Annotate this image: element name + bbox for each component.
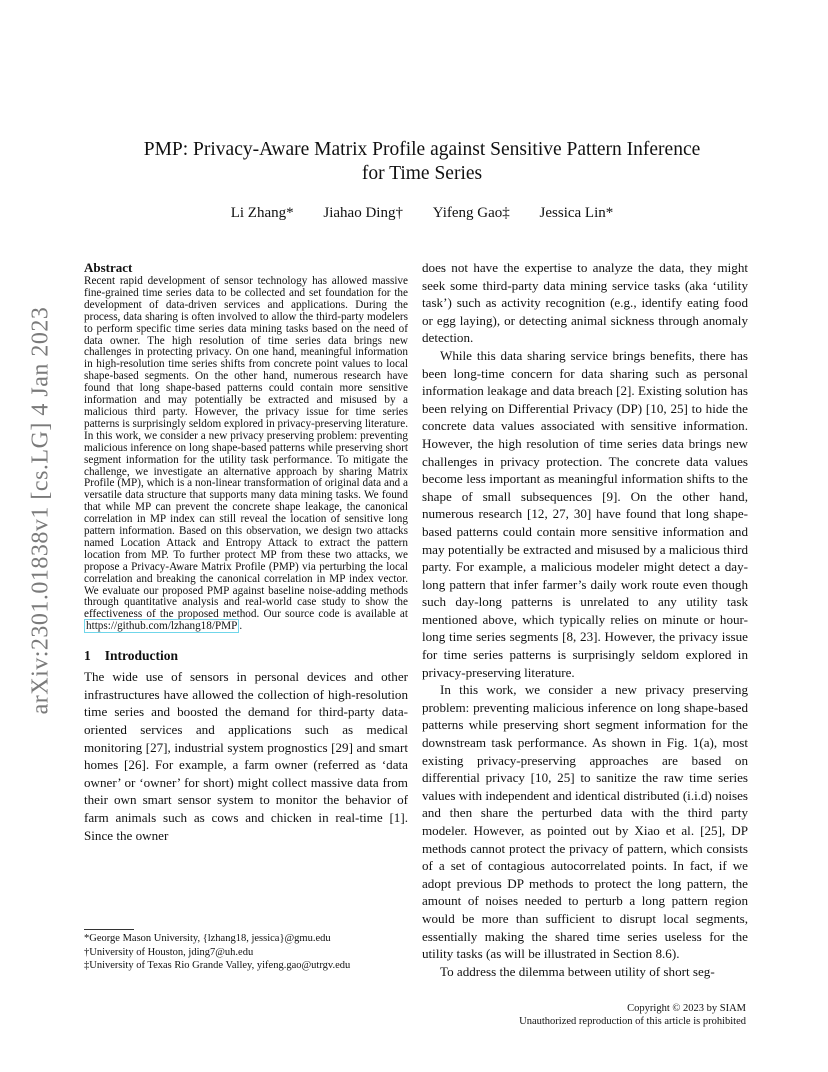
author-name: Jiahao Ding† bbox=[323, 205, 403, 221]
footnote: *George Mason University, {lzhang18, jessica}@gmu.edu bbox=[84, 933, 331, 944]
title-line-2: for Time Series bbox=[361, 163, 483, 184]
title-line-1: PMP: Privacy-Aware Matrix Profile against Sensitive Pattern Inference bbox=[143, 139, 701, 160]
copyright-line: Copyright © 2023 by SIAM bbox=[627, 1003, 746, 1014]
paper-title bbox=[84, 138, 760, 186]
intro-paragraph-3: While this data sharing service brings benefits, there has been long-time concern for data sharing such as personal information leakage and data breach [2]. Existing solution has been relying on Differential Privacy (DP) [10, 25] to hide the concrete data values associated with sensitive information. However, the high resolution of time series data brings new challenges in privacy protection. The concrete data values become less important as meaningful information shifts to the shape of small subsequences [9]. On the other hand, numerous research [12, 27, 30] have found that long shape-based patterns could contain more sensitive information and may potentially be extracted and misused by a malicious third party. For example, a malicious modeler might detect a day-long pattern that infer farmer’s daily work route even though such day-long patterns is unrelated to any utility task mentioned above, which typically relies on minute or hour-long time series segments [8, 23]. However, the privacy issue for time series patterns is surprisingly seldom explored in privacy-preserving literature. bbox=[422, 347, 748, 680]
reproduction-notice: Unauthorized reproduction of this article is prohibited bbox=[519, 1016, 746, 1027]
footnote: †University of Houston, jding7@uh.edu bbox=[84, 946, 254, 958]
author-name: Jessica Lin* bbox=[539, 205, 614, 221]
author-name: Yifeng Gao‡ bbox=[432, 205, 510, 221]
abstract-heading: Abstract bbox=[84, 260, 133, 275]
intro-paragraph-4: In this work, we consider a new privacy preserving problem: preventing malicious inference on long shape-based patterns while preserving short segment information for the downstream task performance. As shown in Fig. 1(a), most existing privacy-preserving approaches are based on differential privacy [10, 25] to sanitize the raw time series values with independent and identical distributed (i.i.d) noises and then share the perturbed data with the third party modeler. However, as pointed out by Xiao et al. [25], DP methods cannot protect the privacy of pattern, which consists of a set of contagious autocorrelated points. In fact, if we adopt previous DP methods to protect the long pattern, the amount of noises needed to perturb a long pattern region would be more than sufficient to disrupt local segments, essentially making the shared time series useless for the utility tasks (as will be illustrated in Section 8.6). bbox=[422, 682, 748, 962]
footnote: ‡University of Texas Rio Grande Valley, yifeng.gao@utrgv.edu bbox=[84, 960, 351, 971]
abstract-section bbox=[84, 259, 408, 633]
arxiv-identifier-stamp bbox=[21, 300, 61, 720]
footnotes bbox=[84, 929, 414, 973]
left-column bbox=[84, 259, 408, 844]
section-title: Introduction bbox=[104, 648, 179, 664]
abstract-body: Recent rapid development of sensor technology has allowed massive fine-grained time series data to be collected and set foundation for the development of data-driven services and applications. During the process, data sharing is often involved to allow the third-party modelers to perform specific time series data mining tasks based on the need of data owner. The high resolution of time series data brings new challenges in protecting privacy. On one hand, meaningful information in high-resolution time series shifts from concrete point values to local shape-based segments. On the other hand, numerous research have found that long shape-based patterns could contain more sensitive information and may potentially be extracted and misused by a malicious third party. However, the privacy issue for time series patterns is surprisingly seldom explored in privacy-preserving literature. In this work, we consider a new privacy preserving problem: preventing malicious inference on long shape-based patterns while preserving short segment information for the utility task performance. To mitigate the challenge, we investigate an alternative approach by sharing Matrix Profile (MP), which is a non-linear transformation of original data and a versatile data structure that supports many data mining tasks. We found that while MP can prevent the concrete shape leakage, the canonical correlation in MP index can still reveal the location of sensitive long pattern information. Based on this observation, we design two attacks named Location Attack and Entropy Attack to extract the pattern location from MP. To further protect MP from these two attacks, we propose a Privacy-Aware Matrix Profile (PMP) via perturbing the local correlation and breaking the canonical correlation in MP index vector. We evaluate our proposed PMP against baseline noise-adding methods through quantitative analysis and real-world case study to show the effectiveness of the proposed method. Our source code is available at https://github.com/lzhang18/PMP . bbox=[84, 275, 408, 633]
author-list bbox=[84, 205, 760, 222]
source-code-link[interactable]: https://github.com/lzhang18/PMP bbox=[86, 620, 238, 633]
right-column bbox=[422, 259, 748, 980]
abstract-text: Recent rapid development of sensor technology has allowed massive fine-grained time series data to be collected and set foundation for the development of data-driven services and applications. During the process, data sharing is often involved to allow the third-party modelers to perform specific time series data mining tasks based on the need of data owner. The high resolution of time series data brings new challenges in protecting privacy. On one hand, meaningful information in high-resolution time series shifts from concrete point values to local shape-based segments. On the other hand, numerous research have found that long shape-based patterns could contain more sensitive information and may potentially be extracted and misused by a malicious third party. However, the privacy issue for time series patterns is surprisingly seldom explored in privacy-preserving literature. In this work, we consider a new privacy preserving problem: preventing malicious inference on long shape-based patterns while preserving short segment information for the utility task performance. To mitigate the challenge, we investigate an alternative approach by sharing Matrix Profile (MP), which is a non-linear transformation of original data and a versatile data structure that supports many data mining tasks. We found that while MP can prevent the concrete shape leakage, the canonical correlation in MP index can still reveal the location of sensitive long pattern information. Based on this observation, we design two attacks named Location Attack and Entropy Attack to extract the pattern location from MP. To further protect MP from these two attacks, we propose a Privacy-Aware Matrix Profile (PMP) via perturbing the local correlation and breaking the canonical correlation in MP index vector. We evaluate our proposed PMP against baseline noise-adding methods through quantitative analysis and real-world case study to show the effectiveness of the proposed method. Our source code is available at bbox=[84, 275, 408, 621]
intro-paragraph-5: To address the dilemma between utility of short seg- bbox=[440, 963, 715, 979]
intro-paragraph-1: The wide use of sensors in personal devices and other infrastructures have allowed the collection of high-resolution time series and boosted the demand for third-party data-oriented services and applications such as medical monitoring [27], industrial system prognostics [29] and smart homes [26]. For example, a farm owner (referred as ‘data owner’ or ‘owner’ for short) might collect massive data from their own smart sensor system to monitor the behavior of farm animals such as cows and chicken in real-time [1]. Since the owner bbox=[84, 669, 408, 843]
author-name: Li Zhang* bbox=[230, 205, 294, 221]
intro-paragraph-2: does not have the expertise to analyze the data, they might seek some third-party data mining service tasks (aka ‘utility task’) such as activity recognition (e.g., identify eating food or egg laying), or detecting animal sickness through anomaly detection. bbox=[422, 260, 748, 346]
section-heading-introduction bbox=[84, 647, 408, 664]
section-number: 1 bbox=[84, 648, 91, 664]
arxiv-identifier-text: arXiv:2301.01838v1 [cs.LG] 4 Jan 2023 bbox=[27, 306, 54, 714]
copyright-notice bbox=[519, 1002, 746, 1028]
footnote-rule bbox=[84, 929, 134, 930]
